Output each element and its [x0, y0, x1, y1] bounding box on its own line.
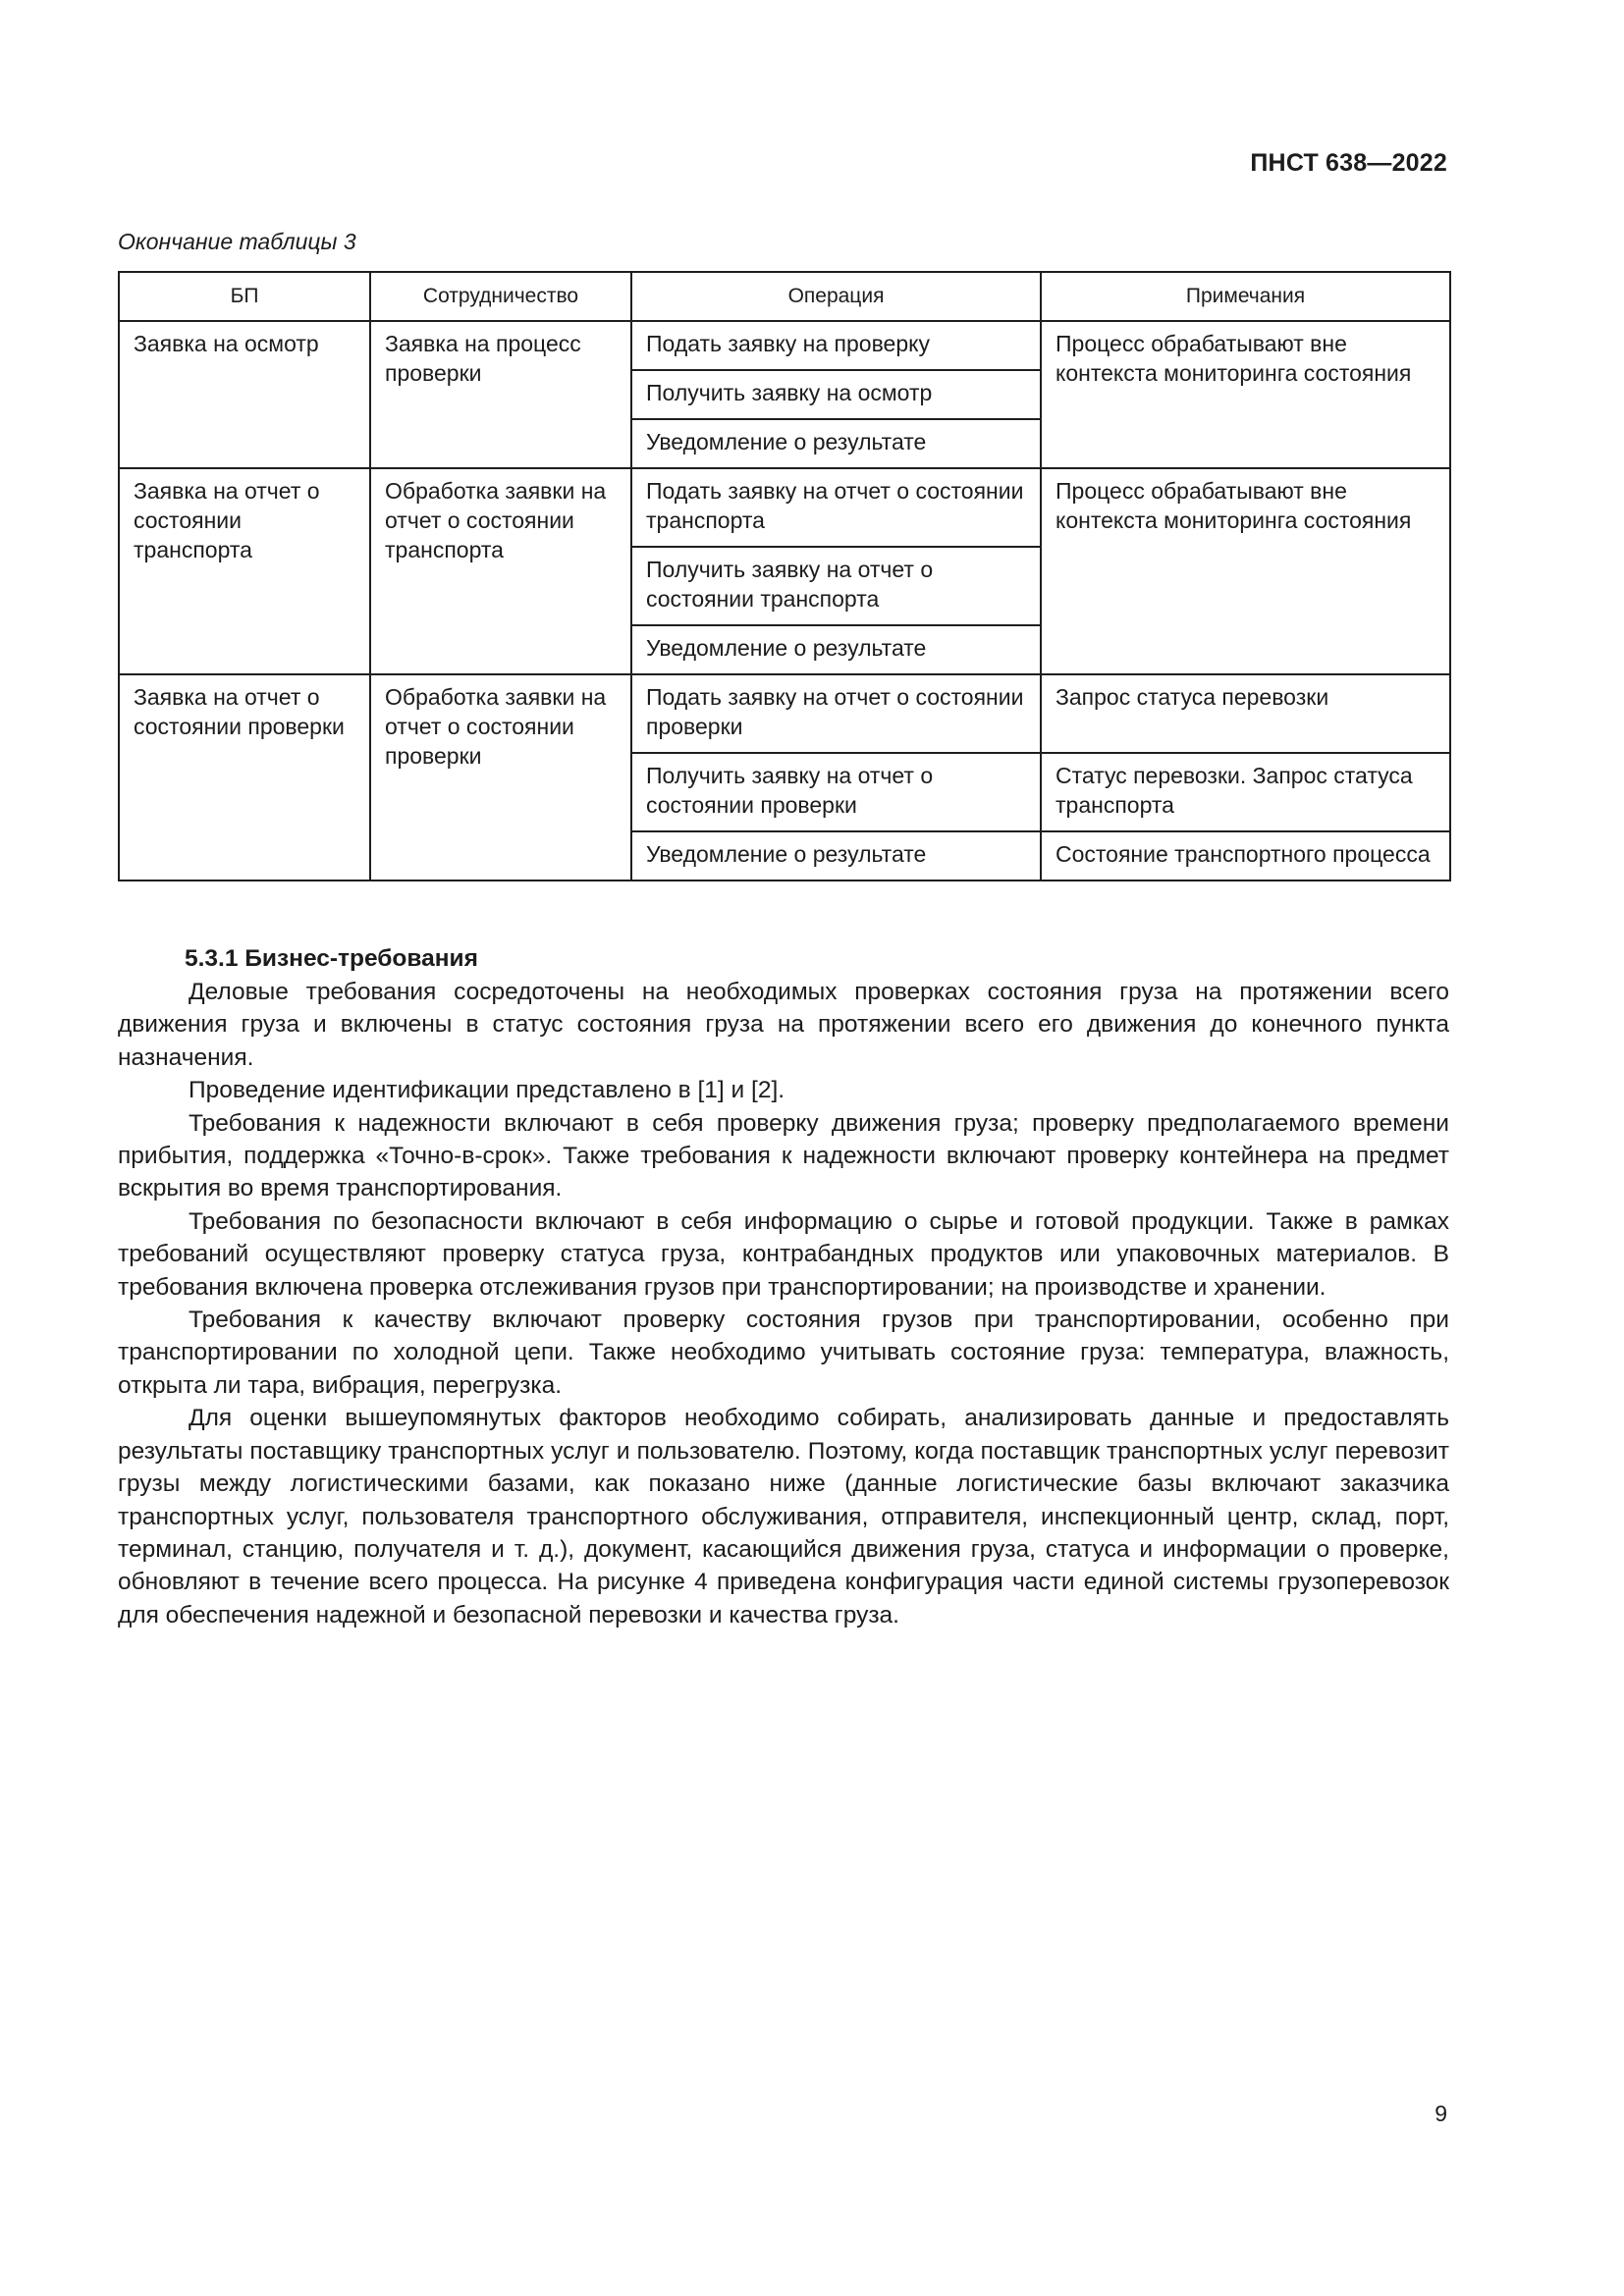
bp-cell: Заявка на отчет о состоянии транспорта: [119, 468, 370, 674]
note-cell: Состояние транспортного процесса: [1041, 831, 1450, 881]
bp-cell: Заявка на отчет о состоянии проверки: [119, 674, 370, 881]
operation-cell: Подать заявку на проверку: [631, 321, 1041, 370]
operation-cell: Уведомление о результате: [631, 419, 1041, 468]
table-row: [119, 468, 1450, 547]
operation-cell: Подать заявку на отчет о состоянии проверки: [631, 674, 1041, 753]
table-3: [118, 271, 1451, 881]
table-header-row: [119, 272, 1450, 321]
page-number: 9: [1435, 2101, 1447, 2126]
note-cell: Статус перевозки. Запрос статуса транспорта: [1041, 753, 1450, 831]
operation-cell: Получить заявку на отчет о состоянии проверки: [631, 753, 1041, 831]
standard-code: ПНСТ 638—2022: [1250, 149, 1447, 177]
paragraph: Требования по безопасности включают в себя информацию о сырье и готовой продукции. Также в рамках требований осуществляют проверку статуса груза, контрабандных продуктов или упаковочных материалов. В требования включена проверка отслеживания грузов при транспортировании; на производстве и хранении.: [118, 1207, 1449, 1301]
paragraph: Проведение идентификации представлено в [1] и [2].: [189, 1077, 785, 1104]
operation-cell: Подать заявку на отчет о состоянии транспорта: [631, 468, 1041, 547]
column-header-operation: Операция: [631, 272, 1041, 321]
column-header-bp: БП: [119, 272, 370, 321]
section-heading: 5.3.1 Бизнес-требования: [185, 945, 478, 972]
operation-cell: Уведомление о результате: [631, 625, 1041, 674]
collaboration-cell: Обработка заявки на отчет о состоянии транспорта: [370, 468, 631, 674]
operation-cell: Получить заявку на осмотр: [631, 370, 1041, 419]
operation-cell: Получить заявку на отчет о состоянии транспорта: [631, 547, 1041, 625]
note-cell: Процесс обрабатывают вне контекста мониторинга состояния: [1041, 321, 1450, 468]
column-header-collaboration: Сотрудничество: [370, 272, 631, 321]
bp-cell: Заявка на осмотр: [119, 321, 370, 468]
paragraph: Требования к качеству включают проверку состояния грузов при транспортировании, особенно при транспортировании по холодной цепи. Также необходимо учитывать состояние груза: температура, влажность, открыта ли тара, вибрация, перегрузка.: [118, 1307, 1449, 1399]
note-cell: Процесс обрабатывают вне контекста мониторинга состояния: [1041, 468, 1450, 674]
collaboration-cell: Заявка на процесс проверки: [370, 321, 631, 468]
paragraph: Деловые требования сосредоточены на необходимых проверках состояния груза на протяжении всего движения груза и включены в статус состояния груза на протяжении всего его движения до конечного пункта назначения.: [118, 979, 1449, 1071]
note-cell: Запрос статуса перевозки: [1041, 674, 1450, 753]
table-caption: Окончание таблицы 3: [118, 229, 356, 254]
operation-cell: Уведомление о результате: [631, 831, 1041, 881]
table-row: [119, 321, 1450, 370]
paragraph: Для оценки вышеупомянутых факторов необходимо собирать, анализировать данные и предоставлять результаты поставщику транспортных услуг и пользователю. Поэтому, когда поставщик транспортных услуг перевозит грузы между логистическими базами, как показано ниже (данные логистические базы включают заказчика транспортных услуг, пользователя транспортного обслуживания, отправителя, инспекционный центр, склад, порт, терминал, станцию, получателя и т. д.), документ, касающийся движения груза, статуса и информации о проверке, обновляют в течение всего процесса. На рисунке 4 приведена конфигурация части единой системы грузоперевозок для обеспечения надежной и безопасной перевозки и качества груза.: [118, 1405, 1449, 1629]
paragraph: Требования к надежности включают в себя проверку движения груза; проверку предполагаемого времени прибытия, поддержка «Точно-в-срок». Также требования к надежности включают проверку контейнера на предмет вскрытия во время транспортирования.: [118, 1109, 1449, 1202]
column-header-notes: Примечания: [1041, 272, 1450, 321]
section-body: [118, 942, 1449, 1631]
collaboration-cell: Обработка заявки на отчет о состоянии проверки: [370, 674, 631, 881]
table-row: [119, 674, 1450, 753]
